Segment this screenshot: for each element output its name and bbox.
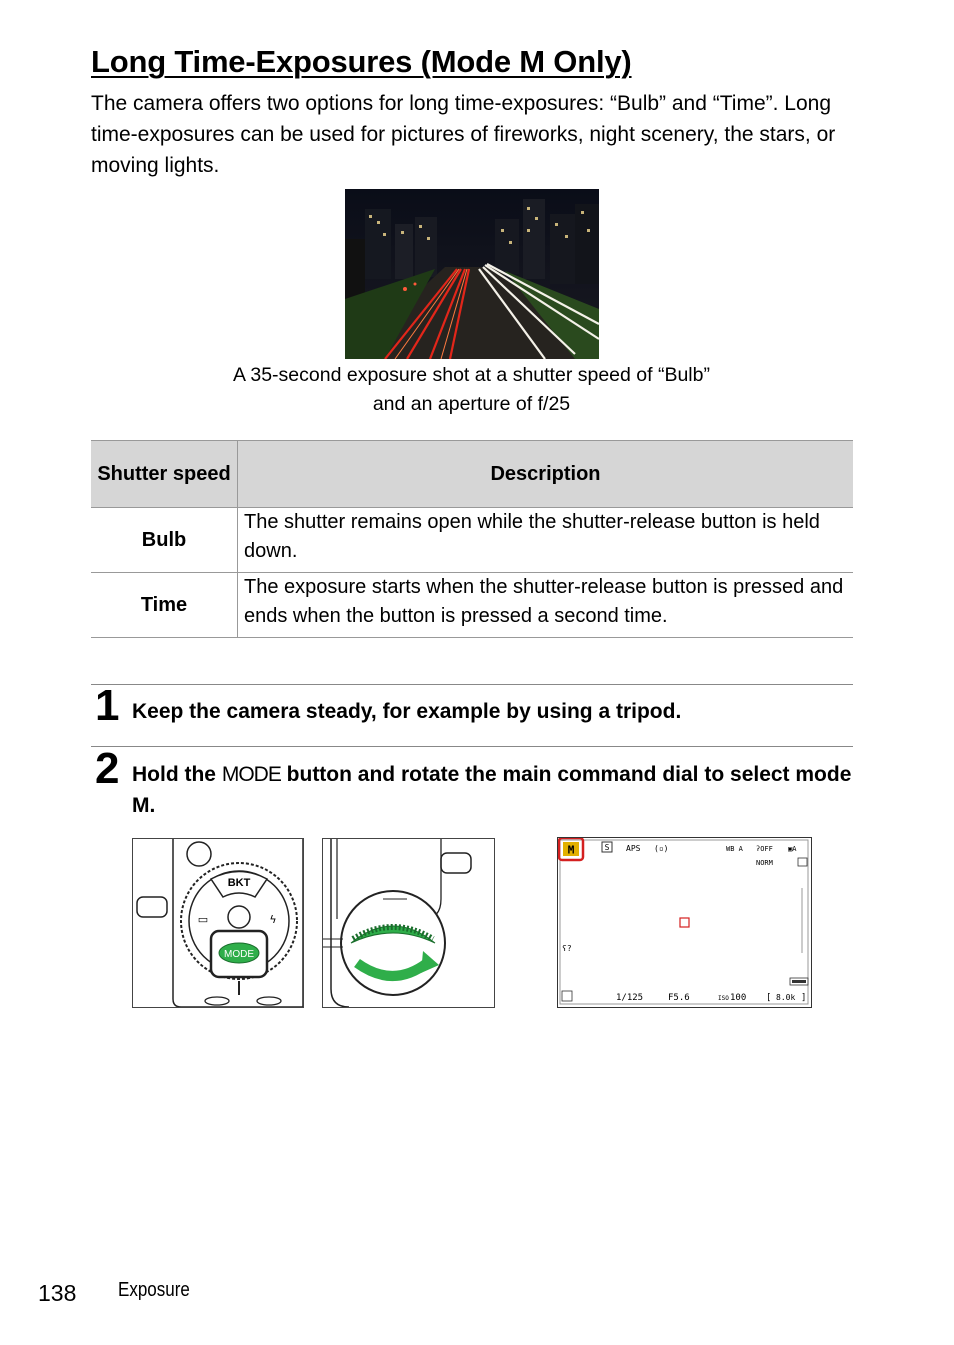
bkt-label: BKT — [227, 877, 251, 889]
step-1-divider — [91, 684, 853, 685]
svg-text:[: [ — [766, 993, 772, 1003]
night-traffic-photo — [345, 189, 599, 359]
command-dial-drawing — [323, 839, 494, 1007]
camera-mode-button-illustration — [132, 838, 304, 1008]
svg-text:S: S — [604, 843, 610, 852]
mode-label: MODE — [224, 949, 254, 960]
caption-line-2: and an aperture of f/25 — [372, 393, 571, 415]
svg-text:ʕ?: ʕ? — [562, 944, 572, 953]
row-speed: Bulb — [91, 508, 238, 573]
command-dial-illustration — [322, 838, 495, 1008]
row-description: The shutter remains open while the shutter-release button is held down. — [238, 508, 854, 573]
page-title: Long Time-Exposures (Mode M Only) — [91, 44, 632, 79]
lcd-quality: NORM — [756, 859, 773, 867]
lcd-drawing — [558, 838, 810, 1006]
row-speed: Time — [91, 573, 238, 638]
photo-caption — [180, 361, 763, 419]
section-name: Exposure — [118, 1279, 190, 1301]
step-2-number: 2 — [95, 744, 120, 793]
caption-line-1: A 35-second exposure shot at a shutter speed of “Bulb” — [233, 364, 710, 386]
mode-button-glyph: MODE — [221, 763, 281, 786]
table-row — [91, 508, 853, 573]
intro-paragraph: The camera offers two options for long time-exposures: “Bulb” and “Time”. Long time-exposures can be used for pictures of fireworks, night scenery, the stars, or moving lights. — [91, 92, 836, 177]
svg-text:WB A: WB A — [726, 845, 743, 853]
shutter-speed-table — [91, 440, 853, 638]
svg-text:▣A: ▣A — [788, 845, 797, 853]
lcd-mode: M — [567, 843, 575, 857]
lcd-display-illustration — [557, 837, 812, 1008]
page-number: 138 — [38, 1280, 77, 1306]
step-1-number: 1 — [95, 681, 120, 730]
svg-text:ISO: ISO — [718, 995, 729, 1002]
camera-top-drawing — [133, 839, 303, 1007]
svg-text:▭: ▭ — [197, 913, 209, 926]
step-2-text — [132, 759, 857, 821]
lcd-iso: 100 — [730, 993, 747, 1003]
lcd-shutter: 1/125 — [616, 993, 644, 1003]
lcd-image-area: APS — [626, 844, 641, 853]
lcd-aperture: F5.6 — [668, 993, 690, 1003]
svg-text:(▫): (▫) — [654, 844, 669, 853]
svg-text:ϟ: ϟ — [269, 913, 277, 926]
table-row — [91, 573, 853, 638]
table-header-row — [91, 441, 853, 508]
step-2-text-after: button and rotate the main command dial to select mode M. — [132, 763, 852, 817]
svg-text:]: ] — [801, 993, 807, 1003]
header-description: Description — [238, 441, 854, 508]
row-description: The exposure starts when the shutter-release button is pressed and ends when the button is pressed a second time. — [238, 573, 854, 638]
svg-text:ʔOFF: ʔOFF — [756, 845, 773, 853]
header-shutter-speed: Shutter speed — [91, 441, 238, 508]
lcd-remaining: 8.0k — [776, 993, 796, 1002]
step-1-text: Keep the camera steady, for example by using a tripod. — [132, 700, 682, 723]
step-2-divider — [91, 746, 853, 747]
step-2-text-before: Hold the — [132, 763, 222, 786]
